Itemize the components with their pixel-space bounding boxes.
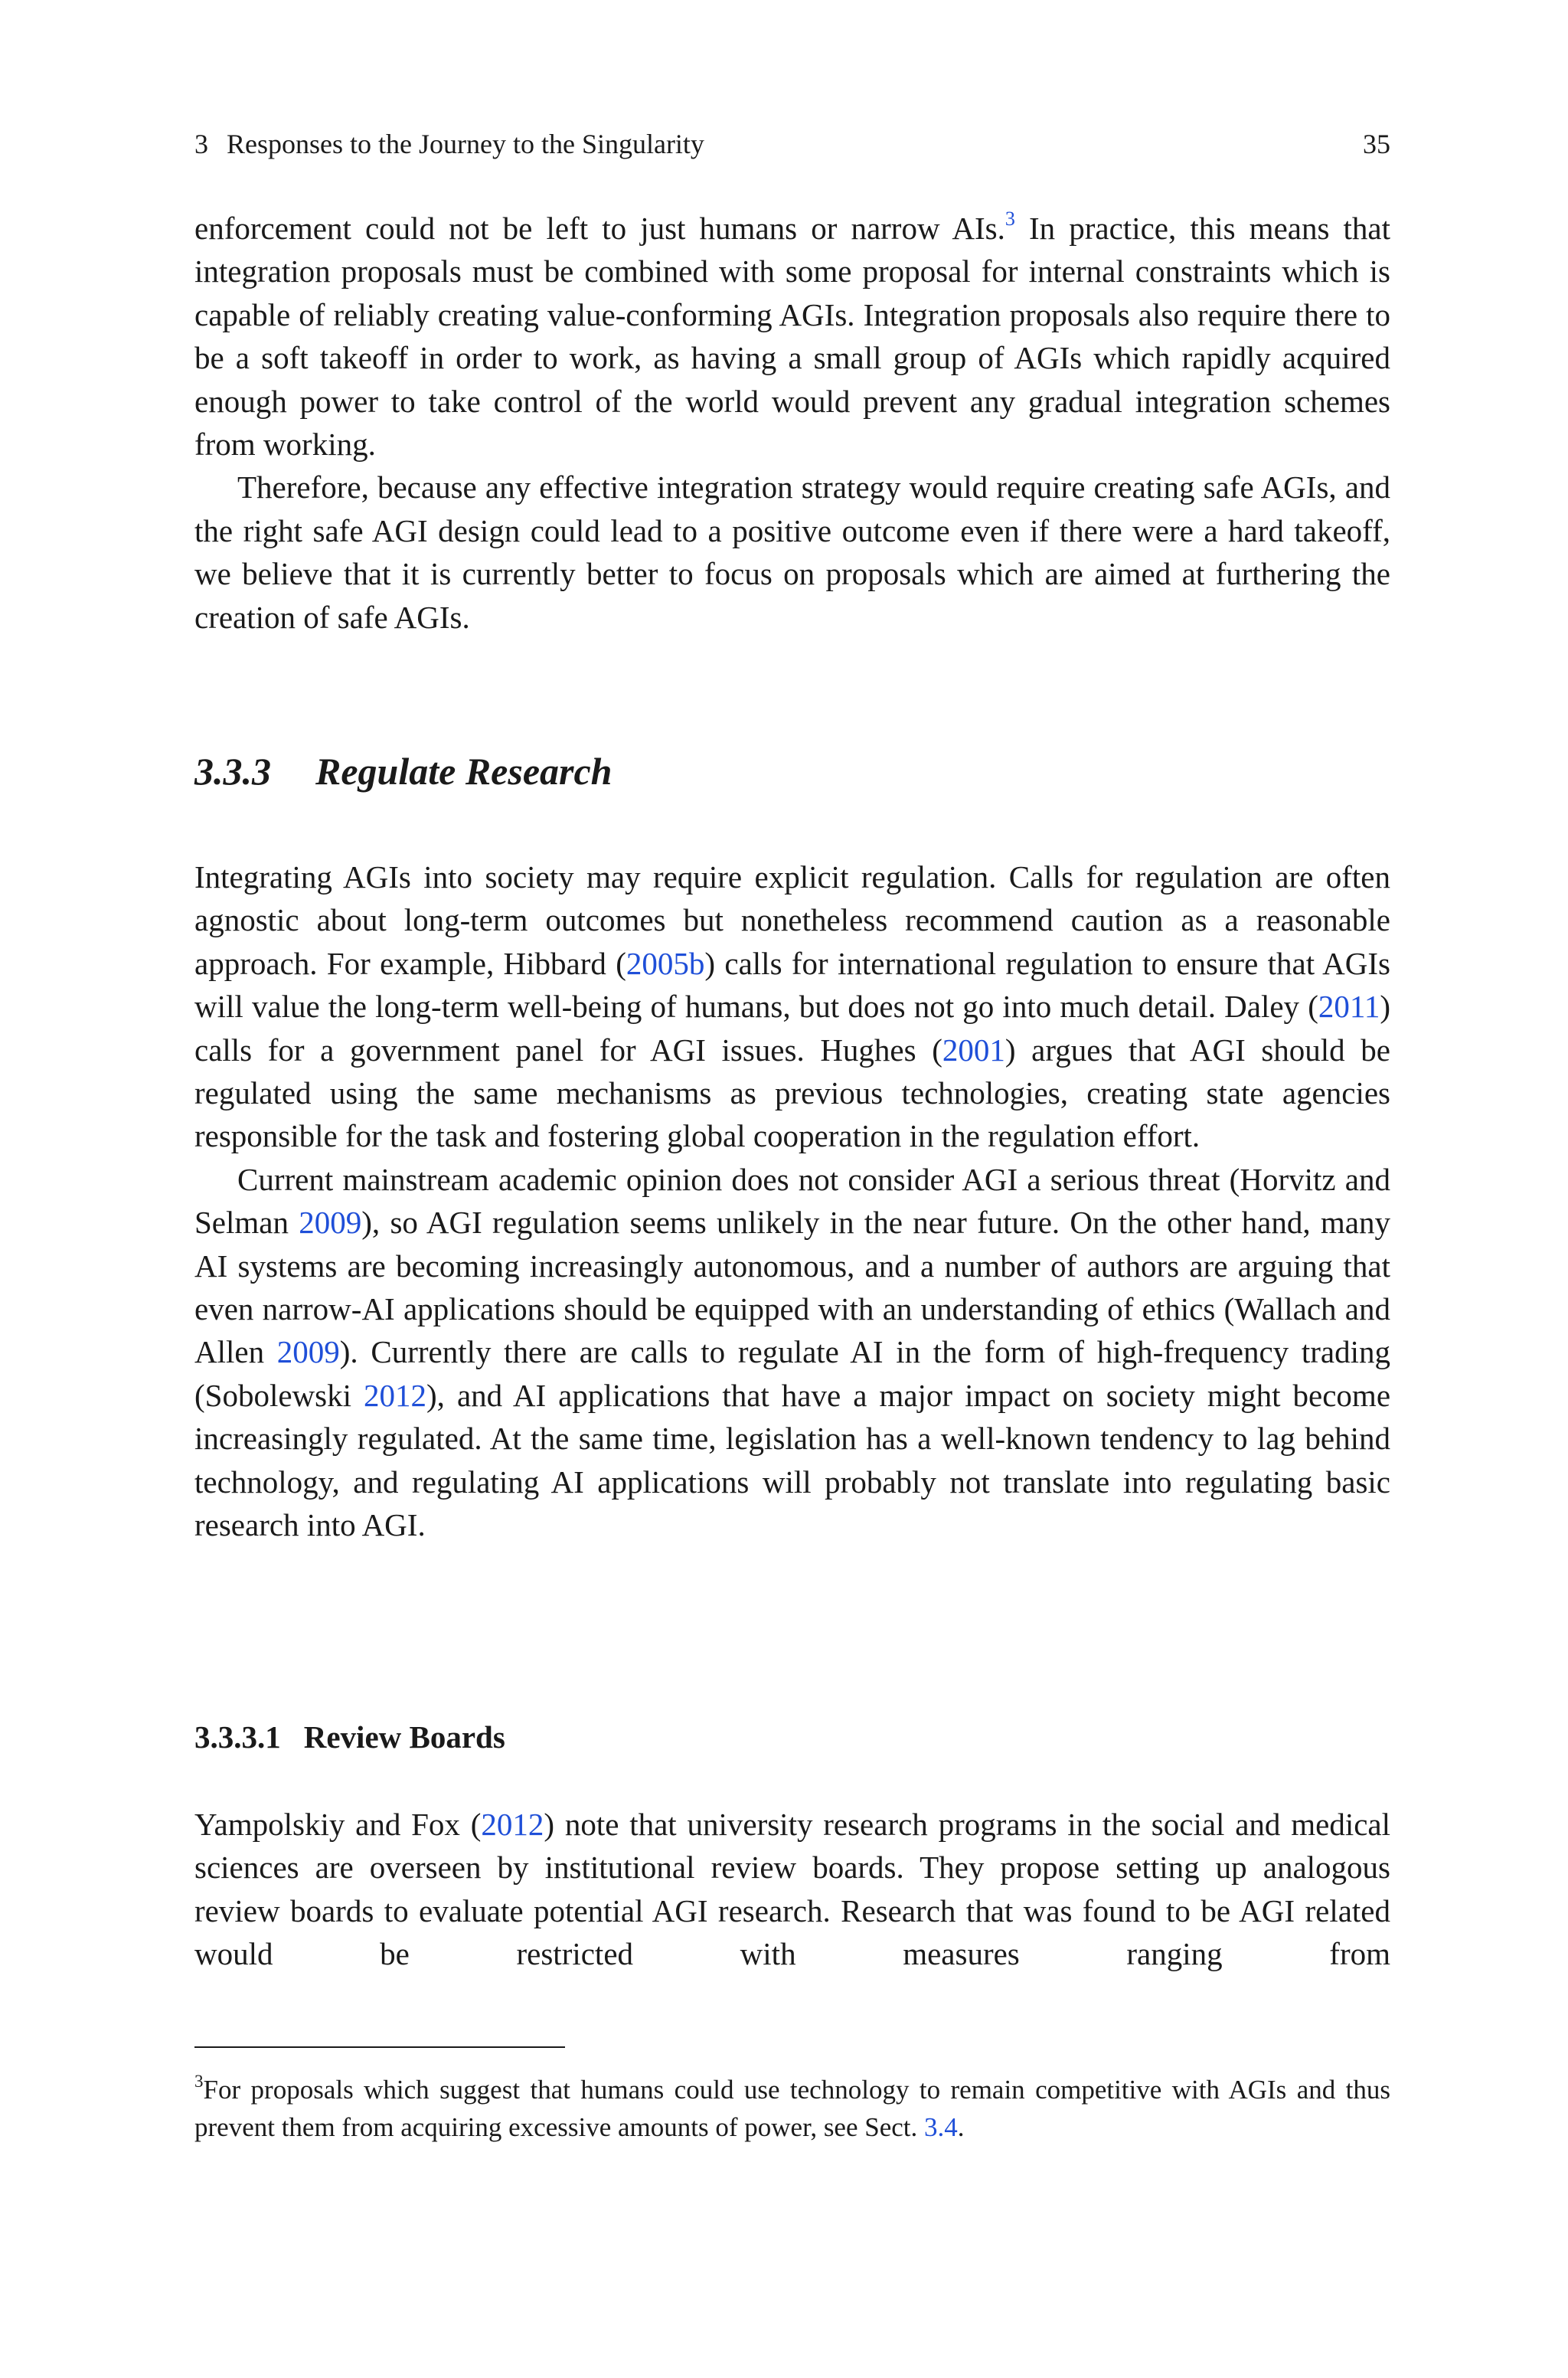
text-run: Integrating AGIs into society may require explicit regulation. Calls for regulation are often agnostic about long-term outcomes but nonetheless recommend caution as a reasonable approach. For example, Hibbard ( xyxy=(194,859,1390,981)
citation-link[interactable]: 2001 xyxy=(942,1032,1005,1068)
footnote-ref-3[interactable]: 3 xyxy=(1004,208,1015,230)
footnote-divider xyxy=(194,2046,565,2048)
text-run: In practice, this means that integration proposals must be combined with some proposal for internal constraints which is capable of reliably creating value-conforming AGIs. Integration proposals also require there to be a soft takeoff in order to work, as having a small group of AGIs which rapidly acquired enough power to take control of the world would prevent any gradual integration schemes from working. xyxy=(194,211,1391,463)
subsection-title: Review Boards xyxy=(303,1719,505,1755)
paragraph-therefore: Therefore, because any effective integration strategy would require creating safe AGIs, and the right safe AGI design could lead to a positive outcome even if there were a hard takeoff, we believe that it is currently better to focus on proposals which are aimed at furthering the creation of safe AGIs. xyxy=(194,469,1390,635)
text-run: ) calls for international regulation to ensure that AGIs will value the long-term well-being of humans, but does not go into much detail. Daley ( xyxy=(194,945,1390,1025)
citation-link[interactable]: 2009 xyxy=(299,1205,362,1241)
citation-link[interactable]: 2011 xyxy=(1318,989,1380,1025)
running-head xyxy=(194,124,1390,164)
text-run: ). Currently there are calls to regulate AI in the form of high-frequency trading (Sobolewski xyxy=(194,1334,1390,1413)
footnote-3 xyxy=(194,2071,1390,2146)
chapter-number: 3 xyxy=(194,129,208,159)
paragraph-regulation-calls xyxy=(194,855,1390,1158)
text-run: ) argues that AGI should be regulated using the same mechanisms as previous technologies, creating state agencies responsible for the task and fostering global cooperation in the regulation effort. xyxy=(194,1032,1390,1154)
text-run: Yampolskiy and Fox ( xyxy=(194,1807,482,1842)
body-block-review-boards xyxy=(194,1803,1390,1976)
body-block-regulate xyxy=(194,855,1390,1547)
text-run: . xyxy=(957,2112,965,2142)
section-number: 3.3.3 xyxy=(194,750,271,793)
text-run: Current mainstream academic opinion does not consider AGI a serious threat (Horvitz and Selman xyxy=(194,1161,1390,1241)
text-run: enforcement could not be left to just humans or narrow AIs. xyxy=(194,211,1005,246)
text-run: ) calls for a government panel for AGI issues. Hughes ( xyxy=(194,989,1390,1068)
citation-link[interactable]: 2005b xyxy=(626,945,705,981)
section-heading xyxy=(194,744,612,798)
text-run: ), and AI applications that have a major impact on society might become increasingly regulated. At the same time, legislation has a well-known tendency to lag behind technology, and regulating AI applications will probably not translate into regulating basic research into AGI. xyxy=(194,1377,1391,1543)
section-ref-link[interactable]: 3.4 xyxy=(924,2112,958,2142)
subsection-number: 3.3.3.1 xyxy=(194,1719,281,1755)
running-head-chapter xyxy=(194,124,704,164)
text-run: ) note that university research programs in the social and medical sciences are overseen by institutional review boards. They propose setting up analogous review boards to evaluate potential AGI research. Research that was found to be AGI related would be restricted with measures ranging from xyxy=(194,1807,1390,1972)
page-number: 35 xyxy=(1363,129,1390,159)
citation-link[interactable]: 2012 xyxy=(364,1377,427,1413)
paragraph-review-boards xyxy=(194,1803,1390,1976)
text-run: ), so AGI regulation seems unlikely in the near future. On the other hand, many AI systems are becoming increasingly autonomous, and a number of authors are arguing that even narrow-AI applications should be equipped with an understanding of ethics (Wallach and Allen xyxy=(194,1205,1390,1370)
section-title: Regulate Research xyxy=(315,750,612,793)
paragraph-integration xyxy=(194,207,1390,466)
citation-link[interactable]: 2009 xyxy=(276,1334,340,1370)
footnote-marker: 3 xyxy=(194,2072,204,2091)
chapter-title: Responses to the Journey to the Singularity xyxy=(227,129,704,159)
subsection-heading xyxy=(194,1716,505,1758)
text-run: For proposals which suggest that humans could use technology to remain competitive with AGIs and thus prevent them from acquiring excessive amounts of power, see Sect. xyxy=(194,2075,1390,2142)
body-block-intro xyxy=(194,207,1390,639)
paragraph-mainstream-opinion xyxy=(194,1158,1390,1547)
citation-link[interactable]: 2012 xyxy=(481,1807,544,1842)
